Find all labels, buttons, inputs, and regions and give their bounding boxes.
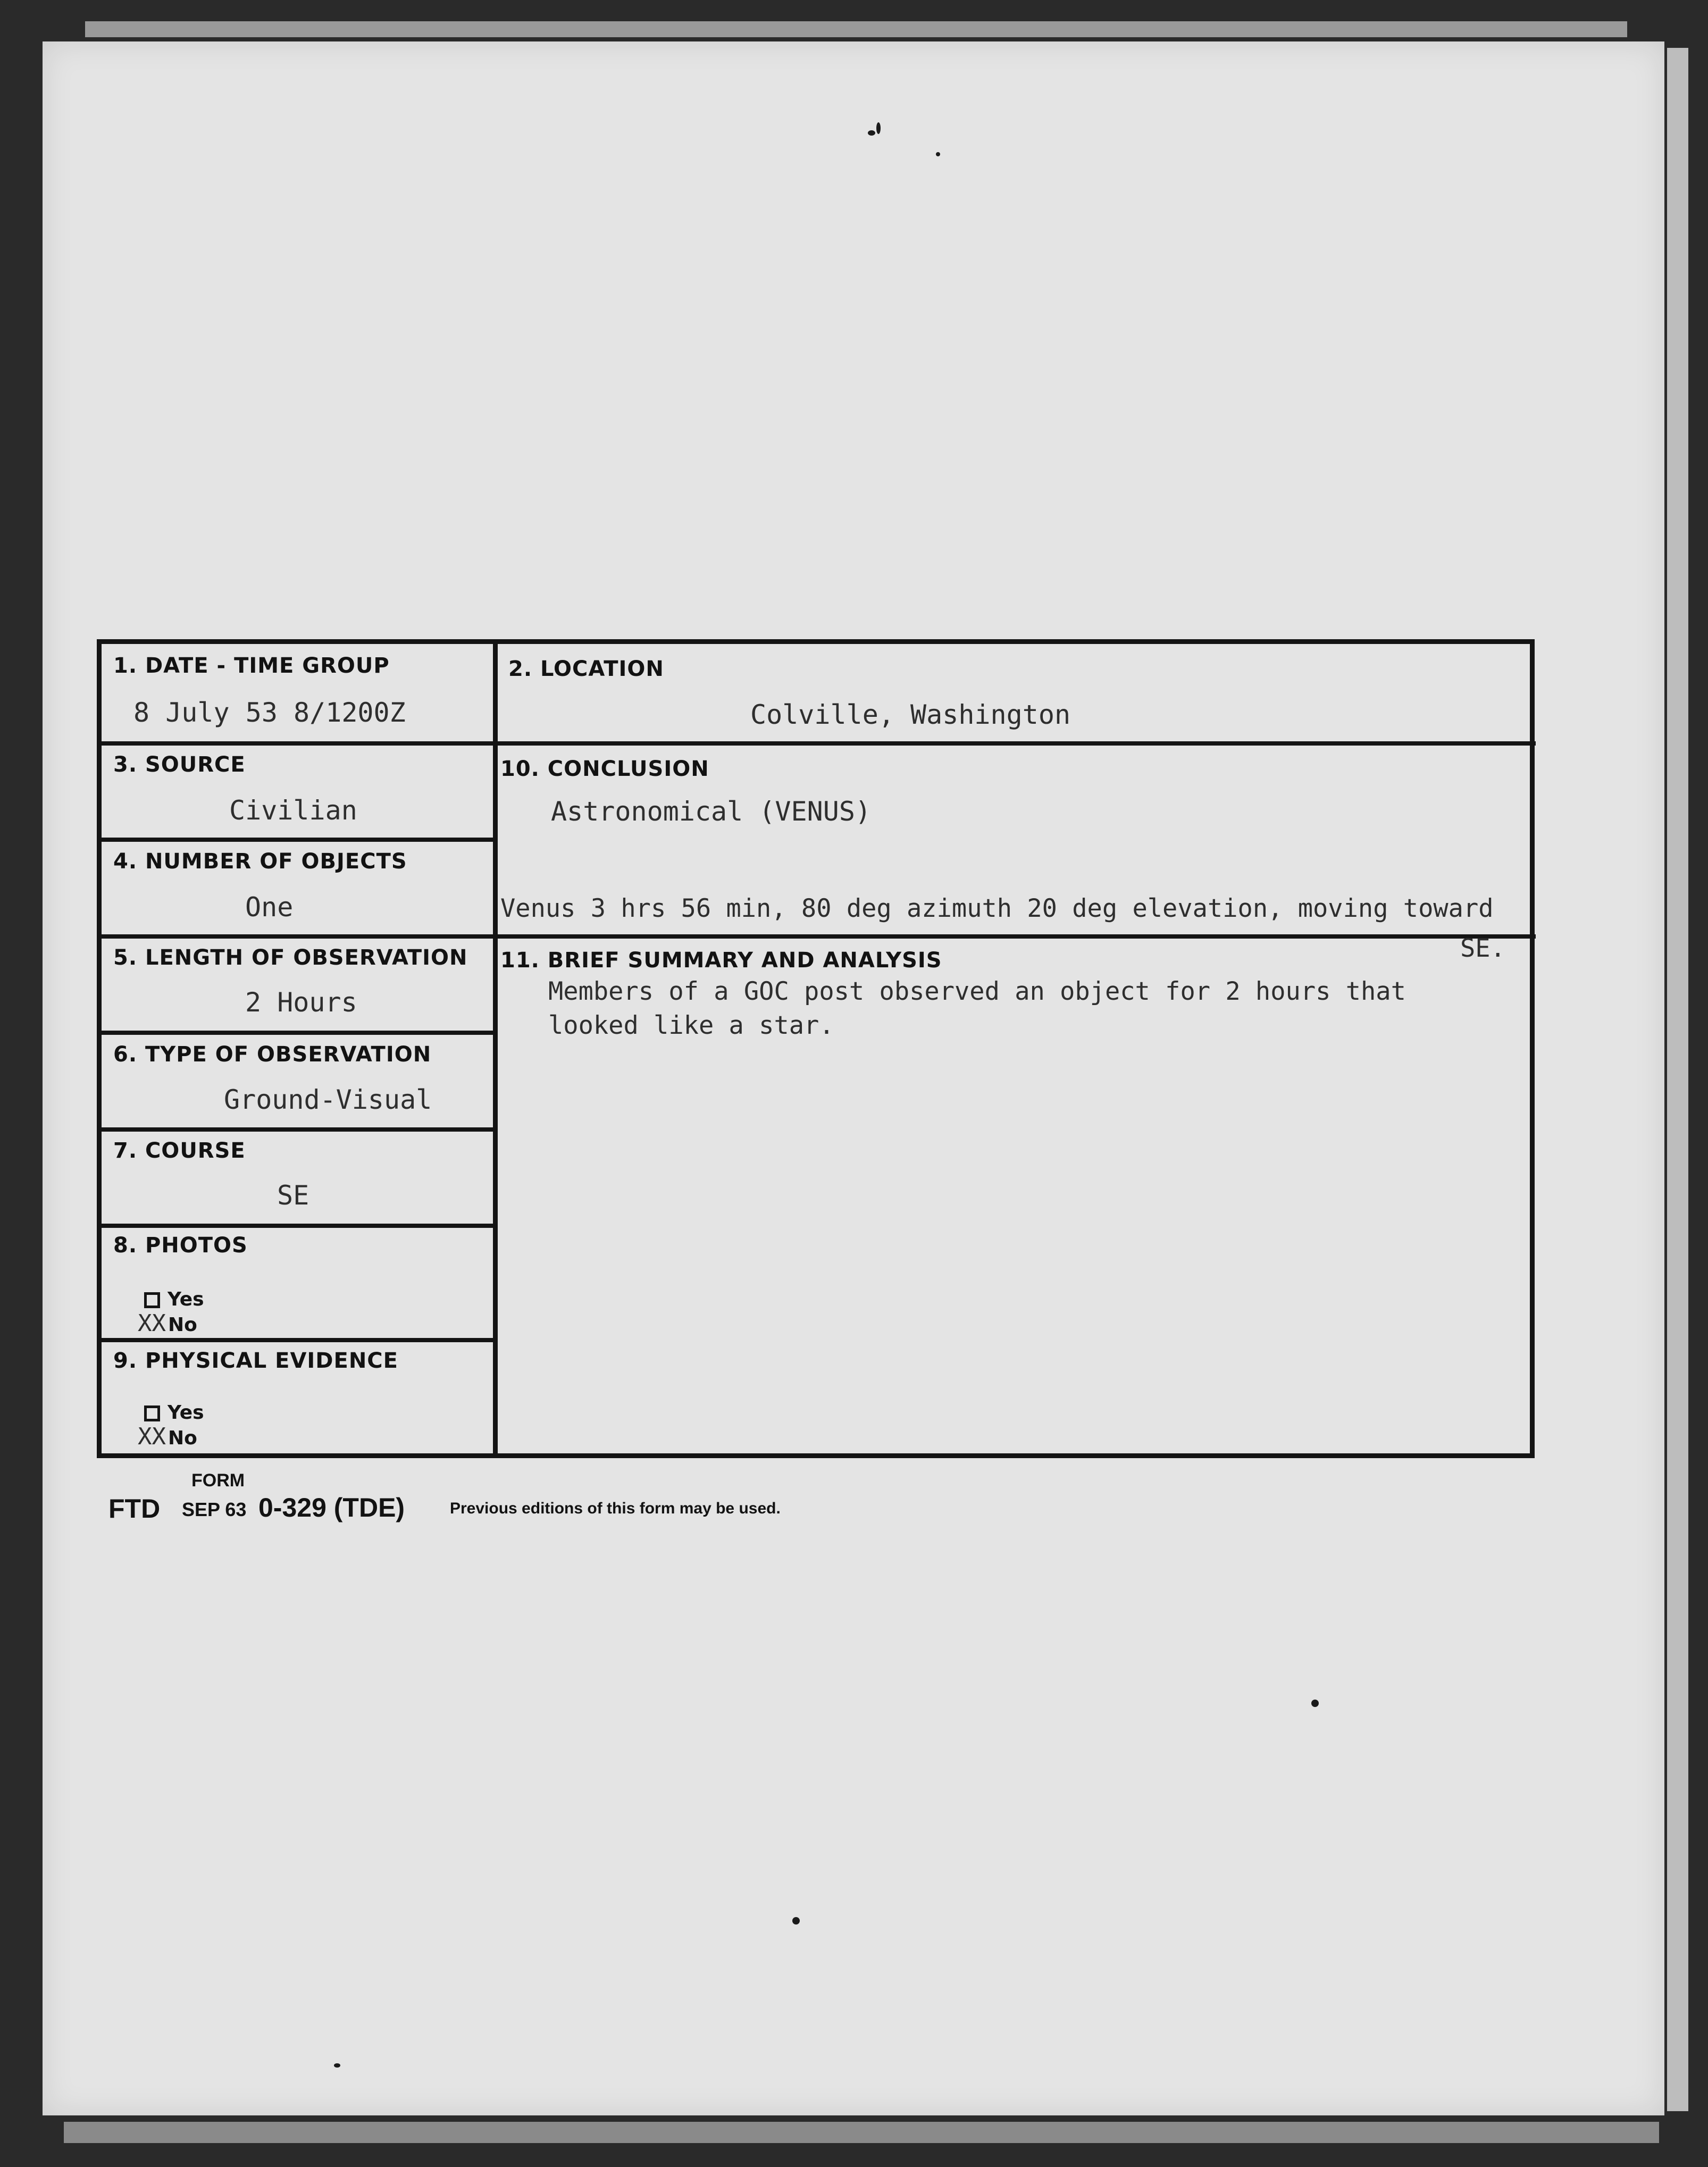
length-of-observation-value: 2 Hours: [245, 987, 357, 1018]
conclusion-label: 10. CONCLUSION: [500, 757, 709, 781]
location-label: 2. LOCATION: [508, 657, 664, 681]
conclusion-value: Astronomical (VENUS): [551, 796, 872, 827]
speck: [334, 2063, 340, 2068]
speck: [1311, 1700, 1319, 1707]
physical-evidence-yes-checkbox: [144, 1405, 160, 1421]
physical-evidence-no-option: [138, 1423, 197, 1450]
row-divider: [102, 1031, 493, 1035]
photos-yes-label: Yes: [168, 1289, 204, 1310]
physical-evidence-yes-option: [144, 1402, 204, 1424]
speck: [876, 122, 881, 134]
row-divider: [102, 838, 493, 842]
source-value: Civilian: [229, 795, 357, 826]
film-edge-right: [1667, 48, 1688, 2111]
row-divider: [102, 934, 493, 939]
course-value: SE: [277, 1180, 309, 1211]
footer-form-word: FORM: [191, 1470, 245, 1491]
photos-no-option: [138, 1310, 197, 1337]
physical-evidence-no-mark: XX: [138, 1423, 166, 1450]
date-time-label: 1. DATE - TIME GROUP: [113, 654, 390, 678]
summary-line1: Members of a GOC post observed an object for 2 hours that: [548, 977, 1406, 1006]
conclusion-note-line1: Venus 3 hrs 56 min, 80 deg azimuth 20 deg elevation, moving toward: [500, 894, 1494, 923]
column-divider: [493, 644, 498, 1453]
row-divider: [493, 741, 1536, 746]
row-divider: [102, 741, 493, 746]
footer-ftd: FTD: [108, 1494, 161, 1524]
row-divider: [493, 934, 1536, 939]
number-of-objects-label: 4. NUMBER OF OBJECTS: [113, 849, 407, 874]
number-of-objects-value: One: [245, 892, 294, 923]
footer-date: SEP 63: [182, 1499, 247, 1520]
footer-form-number: 0-329 (TDE): [258, 1493, 405, 1522]
row-divider: [102, 1338, 493, 1342]
film-edge-top: [85, 21, 1627, 37]
physical-evidence-no-label: No: [168, 1427, 197, 1449]
photos-yes-checkbox: [144, 1292, 160, 1308]
speck: [792, 1917, 800, 1925]
source-label: 3. SOURCE: [113, 752, 246, 777]
speck: [936, 152, 940, 156]
footer-note: Previous editions of this form may be used.: [450, 1500, 781, 1517]
conclusion-note-line2: SE.: [1460, 934, 1505, 963]
physical-evidence-label: 9. PHYSICAL EVIDENCE: [113, 1349, 398, 1373]
type-of-observation-value: Ground-Visual: [224, 1084, 432, 1115]
row-divider: [102, 1224, 493, 1228]
film-edge-bottom: [64, 2122, 1659, 2143]
row-divider: [102, 1127, 493, 1132]
type-of-observation-label: 6. TYPE OF OBSERVATION: [113, 1042, 432, 1067]
date-time-value: 8 July 53 8/1200Z: [133, 697, 406, 728]
photos-yes-option: [144, 1289, 204, 1310]
report-form: [97, 639, 1535, 1458]
summary-line2: looked like a star.: [548, 1011, 834, 1040]
physical-evidence-yes-label: Yes: [168, 1402, 204, 1424]
course-label: 7. COURSE: [113, 1139, 246, 1163]
summary-label: 11. BRIEF SUMMARY AND ANALYSIS: [500, 948, 942, 973]
speck: [868, 130, 875, 136]
length-of-observation-label: 5. LENGTH OF OBSERVATION: [113, 946, 468, 970]
location-value: Colville, Washington: [750, 699, 1071, 730]
photos-label: 8. PHOTOS: [113, 1233, 248, 1258]
photos-no-mark: XX: [138, 1310, 166, 1337]
photos-no-label: No: [168, 1314, 197, 1336]
